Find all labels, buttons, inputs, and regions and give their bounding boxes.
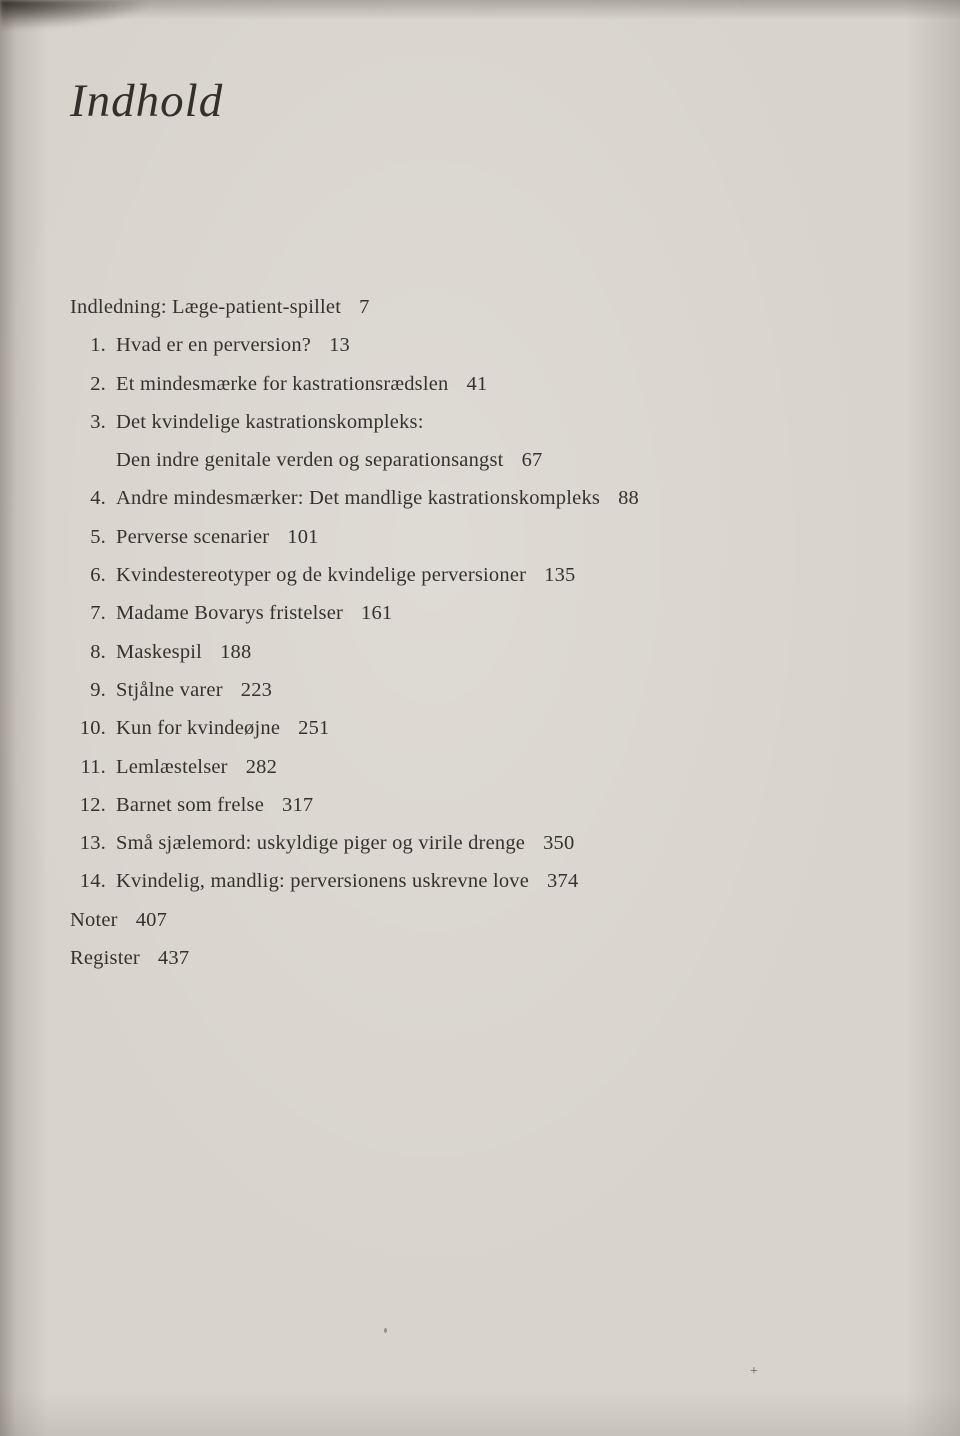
- toc-entry-page: 41: [466, 372, 488, 395]
- toc-entry-number: 13.: [79, 832, 106, 855]
- toc-entry-text: Et mindesmærke for kastrationsrædslen: [116, 372, 449, 395]
- toc-entry-page: 135: [544, 564, 576, 587]
- toc-entry-number: 9.: [90, 678, 106, 701]
- toc-entry: [70, 862, 910, 900]
- toc-entry-text: Hvad er en perversion?: [116, 334, 312, 357]
- print-mark: +: [750, 1364, 758, 1379]
- toc-entry: [70, 748, 910, 786]
- toc-entry-number: 5.: [90, 525, 106, 548]
- toc-entry: [70, 824, 910, 862]
- toc-entry-number: 3.: [90, 410, 106, 433]
- toc-entry-page: 374: [547, 870, 579, 893]
- toc-entry-text: Det kvindelige kastrationskompleks:: [116, 410, 424, 433]
- toc-entry-number: 14.: [79, 870, 106, 893]
- toc-entry: [70, 326, 910, 364]
- toc-entry: [70, 633, 910, 671]
- toc-entry-continuation: [70, 441, 910, 479]
- toc-entry-number: 4.: [90, 487, 106, 510]
- toc-entry-text: Noter: [70, 908, 118, 931]
- toc-entry: [70, 901, 910, 939]
- toc-entry-page: 13: [329, 334, 350, 357]
- toc-entry: [70, 594, 910, 632]
- toc-entry-text: Kun for kvindeøjne: [116, 717, 281, 740]
- dust-speck: [384, 1328, 387, 1333]
- toc-entry-text: Maskespil: [116, 640, 203, 663]
- toc-entry: [70, 365, 910, 403]
- toc-entry-page: 67: [521, 449, 543, 472]
- toc-entry-number: 2.: [90, 372, 106, 395]
- page-title: Indhold: [70, 75, 224, 127]
- toc-entry-page: 350: [543, 832, 575, 855]
- toc-entry-text: Den indre genitale verden og separationsangst: [116, 449, 504, 472]
- toc-entry-number: 12.: [79, 793, 106, 816]
- toc-entry-number: 10.: [79, 717, 106, 740]
- toc-entry-page: 437: [157, 947, 190, 970]
- toc-entry: [70, 518, 910, 556]
- toc-entry-number: 8.: [90, 640, 106, 663]
- toc-entry: [70, 709, 910, 747]
- toc-entry-page: 188: [220, 640, 252, 663]
- table-of-contents: [70, 288, 910, 977]
- toc-entry-text: Register: [70, 947, 140, 970]
- toc-entry-text: Kvindestereotyper og de kvindelige perversioner: [116, 564, 527, 587]
- toc-entry-text: Lemlæstelser: [116, 755, 228, 778]
- toc-entry-number: 6.: [90, 564, 106, 587]
- toc-entry-page: 101: [287, 525, 319, 548]
- toc-entry: [70, 671, 910, 709]
- toc-entry: [70, 939, 910, 977]
- toc-entry-text: Stjålne varer: [116, 678, 223, 701]
- toc-entry-number: 1.: [90, 334, 106, 357]
- toc-entry: [70, 786, 910, 824]
- toc-entry-page: 251: [298, 717, 330, 740]
- toc-entry-page: 282: [245, 755, 278, 778]
- toc-entry-page: 161: [361, 602, 393, 625]
- toc-entry-page: 223: [240, 678, 273, 701]
- page-corner-shadow: [0, 0, 150, 30]
- toc-entry-text: Indledning: Læge-patient-spillet: [70, 296, 342, 318]
- toc-entry-page: 317: [282, 793, 314, 816]
- toc-entry-number: 11.: [80, 755, 106, 778]
- toc-entry-number: 7.: [90, 602, 106, 625]
- toc-entry-text: Små sjælemord: uskyldige piger og virile drenge: [116, 832, 526, 855]
- toc-entry: [70, 556, 910, 594]
- toc-entry: [70, 288, 910, 326]
- toc-entry-page: 88: [618, 487, 639, 510]
- toc-entry: [70, 403, 910, 441]
- toc-entry-text: Andre mindesmærker: Det mandlige kastrationskompleks: [116, 487, 601, 510]
- toc-entry-text: Madame Bovarys fristelser: [116, 602, 344, 625]
- toc-entry-text: Kvindelig, mandlig: perversionens uskrevne love: [116, 870, 530, 893]
- toc-entry: [70, 479, 910, 517]
- toc-entry-text: Barnet som frelse: [116, 793, 264, 816]
- toc-entry-text: Perverse scenarier: [116, 525, 270, 548]
- toc-entry-page: 407: [135, 908, 168, 931]
- toc-entry-page: 7: [359, 296, 370, 318]
